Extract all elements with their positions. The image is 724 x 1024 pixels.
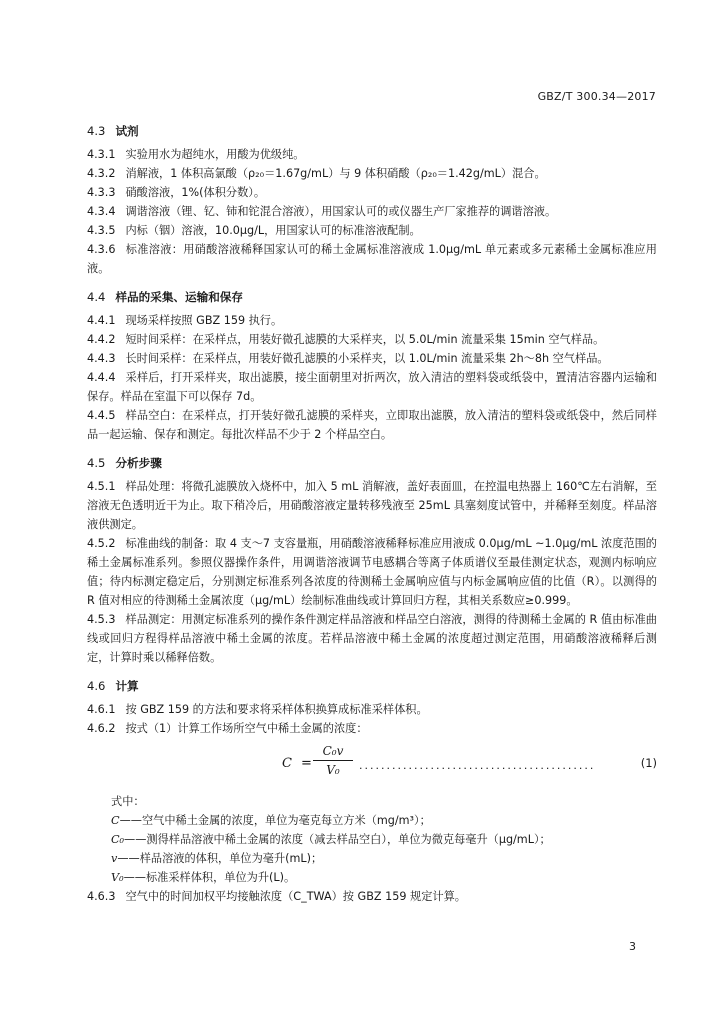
clause-text: 内标（铟）溶液，10.0μg/L，用国家认可的标准溶液配制。	[125, 224, 421, 237]
variable-description: ——测得样品溶液中稀土金属的浓度（减去样品空白），单位为微克每毫升（μg/mL）；	[124, 833, 551, 846]
clause-4-3-1	[87, 145, 657, 164]
clause-text: 样品处理：将微孔滤膜放入烧杯中，加入 5 mL 消解液，盖好表面皿，在控温电热器上 160℃左右消解，至溶液无色透明近干为止。取下稍冷后，用硝酸溶液定量转移残液至 25mL 具塞刻度试管中，并稀释至刻度。样品溶液供测定。	[87, 480, 657, 531]
clause-text: 硝酸溶液，1%(体积分数）。	[125, 186, 266, 199]
where-item	[111, 830, 657, 849]
clause-number: 4.5.2	[87, 537, 116, 550]
standard-code-header: GBZ/T 300.34—2017	[537, 90, 656, 103]
clause-4-5-2	[87, 534, 657, 610]
clause-4-4-5	[87, 406, 657, 444]
formula-fraction	[313, 742, 353, 779]
where-item	[111, 868, 657, 887]
clause-4-6-2	[87, 719, 657, 738]
clause-number: 4.3.2	[87, 167, 116, 180]
section-4-5-heading	[87, 454, 657, 473]
where-item	[111, 811, 657, 830]
clause-text: 短时间采样：在采样点，用装好微孔滤膜的大采样夹，以 5.0L/min 流量采集 15min 空气样品。	[125, 333, 605, 346]
clause-4-3-2	[87, 164, 657, 183]
formula-number: (1)	[640, 756, 657, 770]
formula-equals: =	[301, 756, 312, 771]
clause-text: 标准曲线的制备：取 4 支～7 支容量瓶，用硝酸溶液稀释标准应用液成 0.0μg/mL ~1.0μg/mL 浓度范围的稀土金属标准系列。参照仪器操作条件，用调谐溶液调节电感耦合等离子体质谱仪至最佳测定状态，观测内标响应值；待内标测定稳定后，分别测定标准系列各浓度的待测稀土金属响应值与内标金属响应值的比值（R）。以测得的 R 值对相应的待测稀土金属浓度（μg/mL）绘制标准曲线或计算回归方程，其相关系数应≥0.999。	[87, 537, 657, 607]
variable-symbol: V₀	[111, 871, 124, 884]
section-title: 计算	[115, 679, 139, 693]
clause-number: 4.6.1	[87, 703, 116, 716]
clause-4-3-4	[87, 202, 657, 221]
clause-text: 按式（1）计算工作场所空气中稀土金属的浓度：	[125, 722, 368, 735]
clause-text: 现场采样按照 GBZ 159 执行。	[125, 314, 283, 327]
section-number: 4.6	[87, 679, 106, 693]
variable-description: ——标准采样体积，单位为升(L)。	[123, 871, 296, 884]
clause-number: 4.4.2	[87, 333, 116, 346]
clause-number: 4.5.1	[87, 480, 116, 493]
clause-4-4-4	[87, 368, 657, 406]
clause-number: 4.3.5	[87, 224, 116, 237]
clause-number: 4.3.3	[87, 186, 116, 199]
clause-text: 按 GBZ 159 的方法和要求将采样体积换算成标准采样体积。	[125, 703, 428, 716]
where-item	[111, 849, 657, 868]
clause-4-5-3	[87, 610, 657, 667]
document-body	[87, 116, 657, 906]
clause-4-4-1	[87, 311, 657, 330]
clause-text: 采样后，打开采样夹，取出滤膜，接尘面朝里对折两次，放入清洁的塑料袋或纸袋中，置清洁容器内运输和保存。样品在室温下可以保存 7d。	[87, 371, 657, 403]
variable-symbol: v	[111, 852, 118, 865]
clause-number: 4.4.5	[87, 409, 116, 422]
section-title: 样品的采集、运输和保存	[115, 290, 243, 304]
section-title: 分析步骤	[115, 456, 162, 470]
clause-number: 4.4.4	[87, 371, 116, 384]
clause-text: 调谐溶液（锂、钇、铈和铊混合溶液），用国家认可的或仪器生产厂家推荐的调谐溶液。	[125, 205, 557, 218]
clause-text: 长时间采样：在采样点，用装好微孔滤膜的小采样夹，以 1.0L/min 流量采集 2h～8h 空气样品。	[125, 352, 609, 365]
clause-4-4-2	[87, 330, 657, 349]
clause-text: 空气中的时间加权平均接触浓度（C_TWA）按 GBZ 159 规定计算。	[125, 890, 466, 903]
clause-number: 4.3.6	[87, 243, 116, 256]
clause-text: 消解液，1 体积高氯酸（ρ₂₀＝1.67g/mL）与 9 体积硝酸（ρ₂₀＝1.42g/mL）混合。	[125, 167, 546, 180]
clause-4-3-6	[87, 240, 657, 278]
clause-number: 4.6.3	[87, 890, 116, 903]
clause-text: 标准溶液：用硝酸溶液稀释国家认可的稀土金属标准溶液成 1.0μg/mL 单元素或多元素稀土金属标准应用液。	[87, 243, 657, 275]
clause-4-6-1	[87, 700, 657, 719]
clause-number: 4.4.3	[87, 352, 116, 365]
clause-4-3-3	[87, 183, 657, 202]
variable-description: ——空气中稀土金属的浓度，单位为毫克每立方米（mg/m³）；	[119, 814, 431, 827]
section-4-3-heading	[87, 122, 657, 141]
clause-text: 样品空白：在采样点，打开装好微孔滤膜的采样夹，立即取出滤膜，放入清洁的塑料袋或纸袋中，然后同样品一起运输、保存和测定。每批次样品不少于 2 个样品空白。	[87, 409, 657, 441]
clause-4-5-1	[87, 477, 657, 534]
variable-description: ——样品溶液的体积，单位为毫升(mL)；	[117, 852, 323, 865]
formula-numerator: C₀v	[313, 742, 353, 761]
section-4-6-heading	[87, 677, 657, 696]
clause-4-6-3	[87, 887, 657, 906]
formula-denominator: V₀	[326, 763, 340, 777]
where-label: 式中：	[111, 795, 145, 808]
formula-1	[87, 742, 657, 790]
formula-leader-dots: ...........................................	[359, 759, 596, 772]
clause-number: 4.5.3	[87, 613, 116, 626]
variable-symbol: C	[111, 814, 120, 827]
section-title: 试剂	[115, 124, 139, 138]
section-number: 4.5	[87, 456, 106, 470]
clause-4-4-3	[87, 349, 657, 368]
section-4-4-heading	[87, 288, 657, 307]
clause-number: 4.4.1	[87, 314, 116, 327]
clause-number: 4.3.4	[87, 205, 116, 218]
clause-text: 样品测定：用测定标准系列的操作条件测定样品溶液和样品空白溶液，测得的待测稀土金属的 R 值由标准曲线或回归方程得样品溶液中稀土金属的浓度。若样品溶液中稀土金属的浓度超过测定范围，用硝酸溶液稀释后测定，计算时乘以稀释倍数。	[87, 613, 657, 664]
formula-lhs: C	[282, 756, 292, 771]
page-number: 3	[629, 940, 636, 953]
clause-number: 4.6.2	[87, 722, 116, 735]
clause-text: 实验用水为超纯水，用酸为优级纯。	[125, 148, 305, 161]
clause-4-3-5	[87, 221, 657, 240]
section-number: 4.3	[87, 124, 106, 138]
clause-number: 4.3.1	[87, 148, 116, 161]
section-number: 4.4	[87, 290, 106, 304]
variable-symbol: C₀	[111, 833, 125, 846]
